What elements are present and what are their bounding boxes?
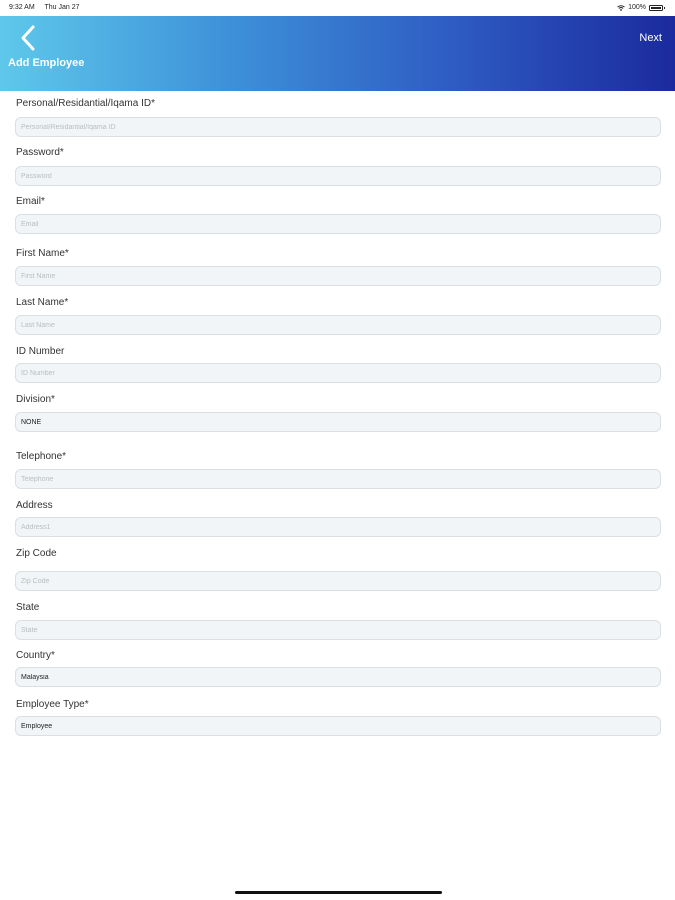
division-label: Division* xyxy=(16,394,55,405)
status-date: Thu Jan 27 xyxy=(44,4,80,11)
country-select[interactable] xyxy=(15,667,661,687)
address-label: Address xyxy=(16,500,53,511)
telephone-label: Telephone* xyxy=(16,451,67,462)
division-select[interactable] xyxy=(15,412,661,432)
chevron-left-icon xyxy=(14,24,42,54)
last-name-input[interactable] xyxy=(15,315,661,335)
status-bar-left xyxy=(9,4,88,11)
back-button[interactable] xyxy=(14,24,42,54)
status-time: 9:32 AM xyxy=(9,4,35,11)
country-label: Country* xyxy=(16,650,55,661)
page-title: Add Employee xyxy=(8,57,85,69)
password-input[interactable] xyxy=(15,166,661,186)
id-number-label: ID Number xyxy=(16,346,65,357)
email-input[interactable] xyxy=(15,214,661,234)
home-indicator[interactable] xyxy=(235,891,442,894)
nav-header xyxy=(0,16,675,91)
next-button[interactable]: Next xyxy=(639,32,662,44)
battery-percent: 100% xyxy=(628,4,646,11)
state-input[interactable] xyxy=(15,620,661,640)
status-bar xyxy=(0,0,675,16)
employee-type-select[interactable] xyxy=(15,716,661,736)
iqama-id-label: Personal/Residantial/Iqama ID* xyxy=(16,98,155,109)
battery-icon xyxy=(649,5,663,11)
zip-code-label: Zip Code xyxy=(16,548,57,559)
zip-code-input[interactable] xyxy=(15,571,661,591)
wifi-icon xyxy=(617,5,625,11)
telephone-input[interactable] xyxy=(15,469,661,489)
iqama-id-input[interactable] xyxy=(15,117,661,137)
employee-type-label: Employee Type* xyxy=(16,699,89,710)
state-label: State xyxy=(16,602,40,613)
first-name-label: First Name* xyxy=(16,248,69,259)
password-label: Password* xyxy=(16,147,64,158)
id-number-input[interactable] xyxy=(15,363,661,383)
email-label: Email* xyxy=(16,196,45,207)
status-bar-right xyxy=(617,4,663,11)
last-name-label: Last Name* xyxy=(16,297,69,308)
first-name-input[interactable] xyxy=(15,266,661,286)
address-input[interactable] xyxy=(15,517,661,537)
